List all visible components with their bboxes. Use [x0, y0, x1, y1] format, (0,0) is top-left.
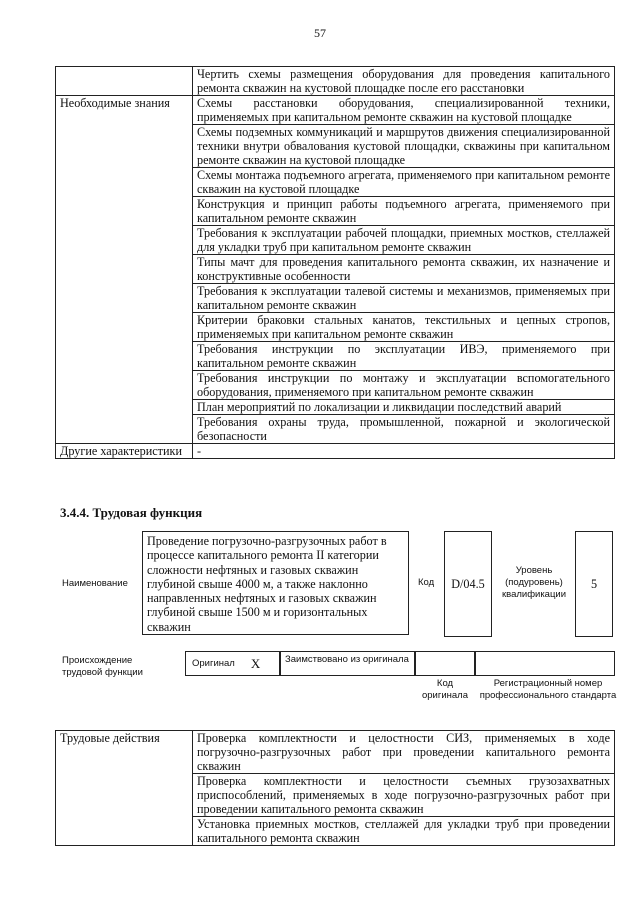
row-text: Требования к эксплуатации талевой системы и механизмов, применяемых при капитальном ремонте скважин [193, 284, 615, 313]
function-name-box: Проведение погрузочно-разгрузочных работ в процессе капитального ремонта II категории сложности нефтяных и газовых скважин глубиной свыше 4000 м, а также наклонно направленных нефтяных и газовых скважин глубиной свыше 1500 м и горизонтальных скважин [142, 531, 409, 635]
original-box [185, 651, 280, 676]
name-label: Наименование [62, 578, 128, 589]
row-text: Проверка комплектности и целостности съемных грузозахватных приспособлений, применяемых в ходе погрузочно-разгрузочных работ при проведении капитального ремонта скважин [193, 774, 615, 817]
borrowed-label: Заимствовано из оригинала [285, 654, 409, 665]
row-text: Требования инструкции по монтажу и эксплуатации вспомогательного оборудования, применяемого при капитальном ремонте скважин [193, 371, 615, 400]
row-label-knowledge: Необходимые знания [56, 96, 193, 444]
row-label-actions: Трудовые действия [56, 731, 193, 846]
row-text: Требования к эксплуатации рабочей площадки, приемных мостков, стеллажей для укладки труб при капитальном ремонте скважин [193, 226, 615, 255]
table-row [56, 731, 615, 774]
original-mark: X [250, 655, 261, 671]
code-label: Код [418, 577, 435, 588]
code-original-caption: Код оригинала [421, 678, 468, 701]
row-text: План мероприятий по локализации и ликвидации последствий аварий [193, 400, 615, 415]
table-row [56, 96, 615, 125]
section-title: 3.4.4. Трудовая функция [60, 505, 203, 520]
row-label-other: Другие характеристики [56, 444, 193, 459]
table-row [56, 444, 615, 459]
row-text: Проверка комплектности и целостности СИЗ, применяемых в ходе погрузочно-разгрузочных работ при проведении капитального ремонта скважин [193, 731, 615, 774]
code-value: D/04.5 [444, 531, 492, 637]
row-text: Схемы подземных коммуникаций и маршрутов движения специализированной техники внутри обвалования кустовой площадки, скважины при капитальном ремонте скважин на кустовой площадке [193, 125, 615, 168]
row-text: Схемы расстановки оборудования, специализированной техники, применяемых при капитальном ремонте скважин на кустовой площадке [193, 96, 615, 125]
row-text: Критерии браковки стальных канатов, текстильных и цепных стропов, применяемых при капитальном ремонте скважин [193, 313, 615, 342]
row-text: Требования инструкции по эксплуатации ИВЭ, применяемого при капитальном ремонте скважин [193, 342, 615, 371]
row-text: - [193, 444, 615, 459]
reg-number-caption: Регистрационный номер профессионального стандарта [479, 678, 617, 701]
level-label: Уровень (подуровень) квалификации [501, 565, 567, 600]
actions-table [55, 730, 615, 846]
row-text: Конструкция и принцип работы подъемного агрегата, применяемого при капитальном ремонте скважин [193, 197, 615, 226]
row-text: Установка приемных мостков, стеллажей для укладки труб при проведении капитального ремонта скважин [193, 817, 615, 846]
original-label: Оригинал [192, 657, 235, 669]
borrowed-box [280, 651, 415, 676]
reg-number-box [475, 651, 615, 676]
row-text: Чертить схемы размещения оборудования для проведения капитального ремонта скважин на кустовой площадке после его расстановки [193, 67, 615, 96]
code-original-box [415, 651, 475, 676]
row-text: Требования охраны труда, промышленной, пожарной и экологической безопасности [193, 415, 615, 444]
knowledge-table [55, 66, 615, 459]
row-text: Схемы монтажа подъемного агрегата, применяемого при капитальном ремонте скважин на кустовой площадке [193, 168, 615, 197]
row-text: Типы мачт для проведения капитального ремонта скважин, их назначение и конструктивные особенности [193, 255, 615, 284]
row-label [56, 67, 193, 96]
origin-label: Происхождение трудовой функции [62, 655, 143, 678]
page-number: 57 [314, 26, 326, 40]
level-value: 5 [575, 531, 613, 637]
table-row [56, 67, 615, 96]
